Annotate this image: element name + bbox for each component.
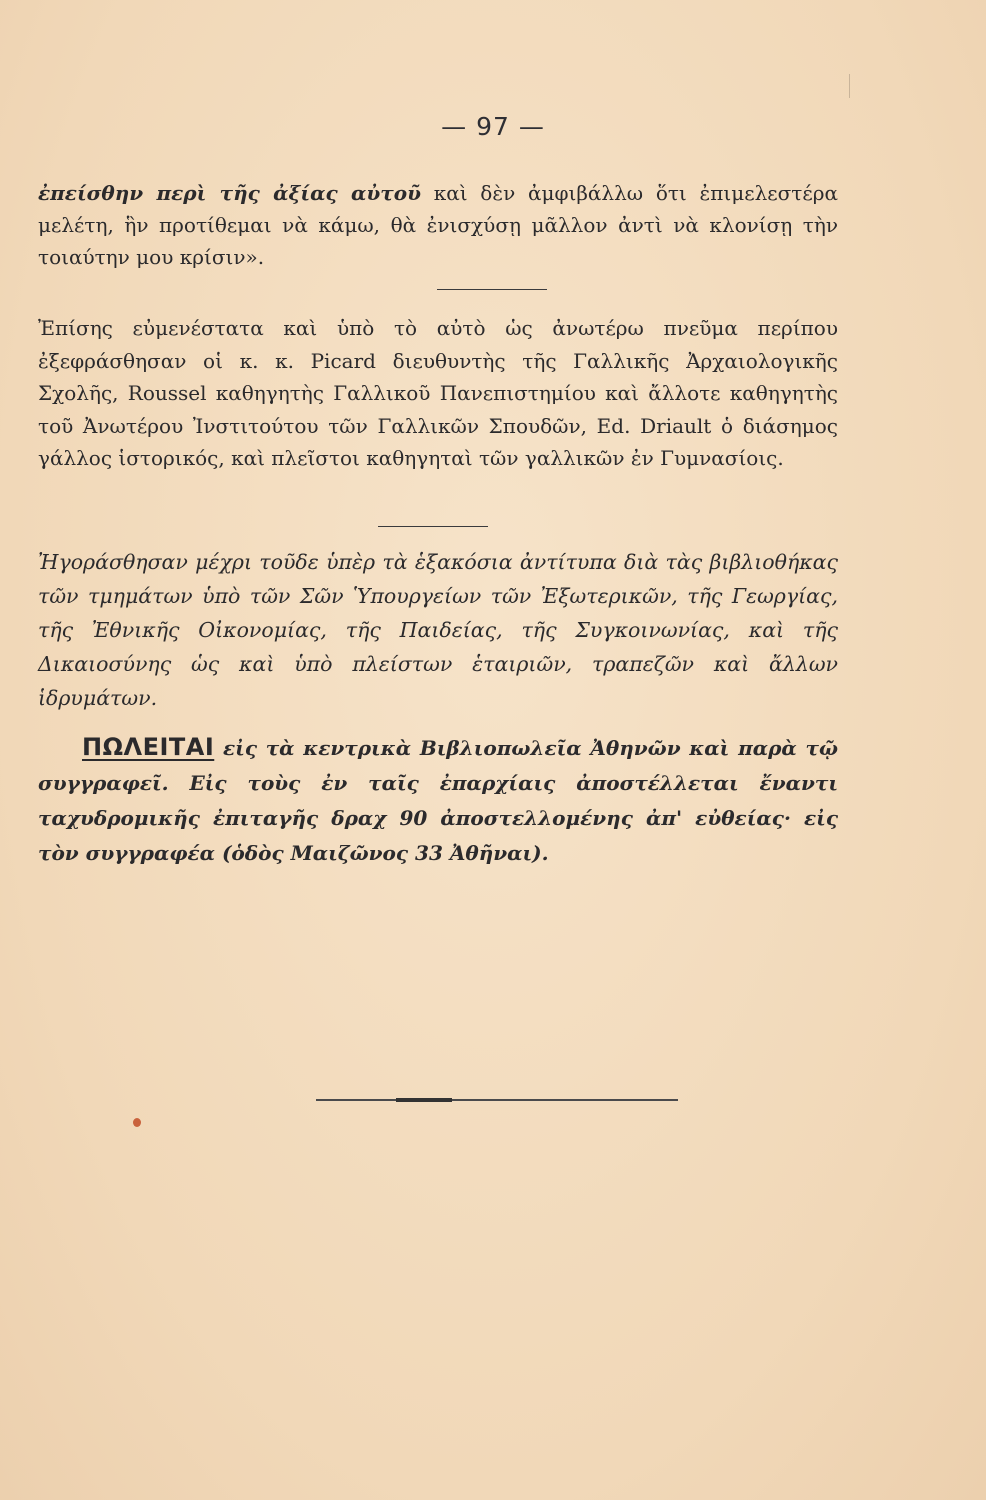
paragraph-text: καὶ δὲν ἀμφιβάλλω ὅτι ἐπιμελεστέρα μελέτη, ἣν προτίθεμαι νὰ κάμω, θὰ ἐνισχύσῃ μᾶλλον ἀντὶ νὰ κλονίσῃ τὴν τοιαύτην μου κρίσιν». xyxy=(38,181,838,269)
ink-spot xyxy=(133,1118,141,1127)
paragraph-sales-notice xyxy=(38,730,838,871)
paragraph-endorsements: Ἐπίσης εὐμενέστατα καὶ ὑπὸ τὸ αὐτὸ ὡς ἀνωτέρω πνεῦμα περίπου ἐξεφράσθησαν οἱ κ. κ. Picard διευθυντὴς τῆς Γαλλικῆς Ἀρχαιολογικῆς Σχολῆς, Roussel καθηγητὴς Γαλλικοῦ Πανεπιστημίου καὶ ἄλλοτε καθηγητὴς τοῦ Ἀνωτέρου Ἰνστιτούτου τῶν Γαλλικῶν Σπουδῶν, Ed. Driault ὁ διάσημος γάλλος ἱστορικός, καὶ πλεῖστοι καθηγηταὶ τῶν γαλλικῶν ἐν Γυμνασίοις. xyxy=(38,316,838,470)
sales-text: εἰς τὰ κεντρικὰ Βιβλιοπωλεῖα Ἀθηνῶν καὶ παρὰ τῷ συγγραφεῖ. Εἰς τοὺς ἐν ταῖς ἐπαρχίαις ἀποστέλλεται ἔναντι ταχυδρομικῆς ἐπιταγῆς δραχ 90 ἀποστελλομένης ἀπ' εὐθείας· εἰς τὸν συγγραφέα (ὁδὸς Μαιζῶνος 33 Ἀθῆναι). xyxy=(38,736,838,865)
page-number: — 97 — xyxy=(441,112,545,141)
paragraph-emphasis: ἐπείσθην περὶ τῆς ἀξίας αὐτοῦ xyxy=(38,181,421,205)
end-rule xyxy=(316,1099,678,1101)
separator-rule xyxy=(437,289,547,290)
end-rule-center xyxy=(396,1098,452,1102)
paragraph-quote-end xyxy=(38,177,838,273)
sales-heading: ΠΩΛΕΙΤΑΙ xyxy=(82,733,215,761)
paper-mark xyxy=(849,74,850,98)
paragraph-purchases: Ἠγοράσθησαν μέχρι τοῦδε ὑπὲρ τὰ ἑξακόσια ἀντίτυπα διὰ τὰς βιβλιοθήκας τῶν τμημάτων ὑπὸ τῶν Σῶν Ὑπουργείων τῶν Ἐξωτερικῶν, τῆς Γεωργίας, τῆς Ἐθνικῆς Οἰκονομίας, τῆς Παιδείας, τῆς Συγκοινωνίας, καὶ τῆς Δικαιοσύνης ὡς καὶ ὑπὸ πλείστων ἑταιριῶν, τραπεζῶν καὶ ἄλλων ἱδρυμάτων. xyxy=(38,550,838,710)
separator-rule xyxy=(378,526,488,527)
